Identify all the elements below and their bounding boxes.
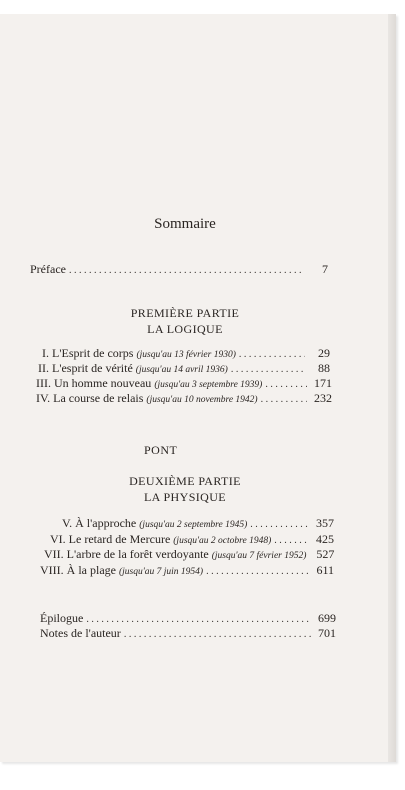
entry-label: Notes de l'auteur <box>40 626 121 640</box>
part-one-title: PREMIÈRE PARTIE <box>130 306 240 320</box>
entry-note: (jusqu'au 10 novembre 1942) <box>146 395 258 405</box>
entry-note: (jusqu'au 2 octobre 1948) <box>173 536 272 546</box>
entry-note: (jusqu'au 13 février 1930) <box>136 350 236 360</box>
entry-label: VIII. À la plage <box>40 563 116 577</box>
entry-label: Épilogue <box>40 611 84 625</box>
toc-entry <box>38 361 330 377</box>
toc-entry <box>36 391 332 407</box>
leader-dots <box>124 628 311 642</box>
entry-note: (jusqu'au 2 septembre 1945) <box>139 520 248 530</box>
entry-page: 701 <box>318 626 336 640</box>
leader-dots <box>206 565 309 579</box>
leader-dots <box>265 378 307 392</box>
entry-page: 527 <box>316 547 335 561</box>
page-edge-shadow <box>388 14 396 762</box>
toc-entry-preface <box>30 262 328 278</box>
entry-note: (jusqu'au 7 juin 1954) <box>118 567 204 577</box>
entry-note: (jusqu'au 3 septembre 1939) <box>154 380 263 390</box>
entry-page: 88 <box>318 361 330 375</box>
leader-dots <box>231 363 305 377</box>
toc-entry <box>62 516 334 532</box>
entry-note: (jusqu'au 14 avril 1936) <box>135 365 228 375</box>
entry-page: 7 <box>322 262 328 276</box>
part-two-subtitle: LA PHYSIQUE <box>143 490 227 504</box>
entry-page: 232 <box>314 391 332 405</box>
entry-page: 357 <box>316 516 334 530</box>
pont-heading: PONT <box>144 443 178 457</box>
toc-entry <box>44 547 334 563</box>
entry-page: 171 <box>314 376 332 390</box>
entry-label: VII. L'arbre de la forêt verdoyante <box>44 547 209 561</box>
entry-label: III. Un homme nouveau <box>36 376 152 390</box>
toc-entry <box>42 346 330 362</box>
entry-page: 29 <box>318 346 330 360</box>
entry-label: II. L'esprit de vérité <box>38 361 133 375</box>
part-two-heading <box>80 473 290 505</box>
part-one-heading <box>80 305 290 337</box>
toc-title: Sommaire <box>154 216 216 232</box>
leader-dots <box>261 393 307 407</box>
entry-label: V. À l'approche <box>62 516 137 530</box>
leader-dots <box>239 348 305 362</box>
entry-page: 611 <box>316 563 334 577</box>
toc-entry-epilogue <box>40 611 336 627</box>
part-one-subtitle: LA LOGIQUE <box>147 322 223 336</box>
leader-dots <box>69 264 303 278</box>
entry-label: VI. Le retard de Mercure <box>50 532 171 546</box>
toc-entry <box>50 532 334 548</box>
entry-label: I. L'Esprit de corps <box>42 346 134 360</box>
toc-entry-notes <box>40 626 336 642</box>
toc-entry <box>40 563 334 579</box>
leader-dots <box>274 534 309 548</box>
leader-dots <box>250 518 309 532</box>
entry-note: (jusqu'au 7 février 1952) <box>211 551 307 561</box>
entry-label: IV. La course de relais <box>36 391 144 405</box>
entry-page: 699 <box>318 611 336 625</box>
toc-entry <box>36 376 332 392</box>
leader-dots <box>86 613 311 627</box>
entry-page: 425 <box>316 532 334 546</box>
part-two-title: DEUXIÈME PARTIE <box>129 474 241 488</box>
entry-label: Préface <box>30 262 66 276</box>
